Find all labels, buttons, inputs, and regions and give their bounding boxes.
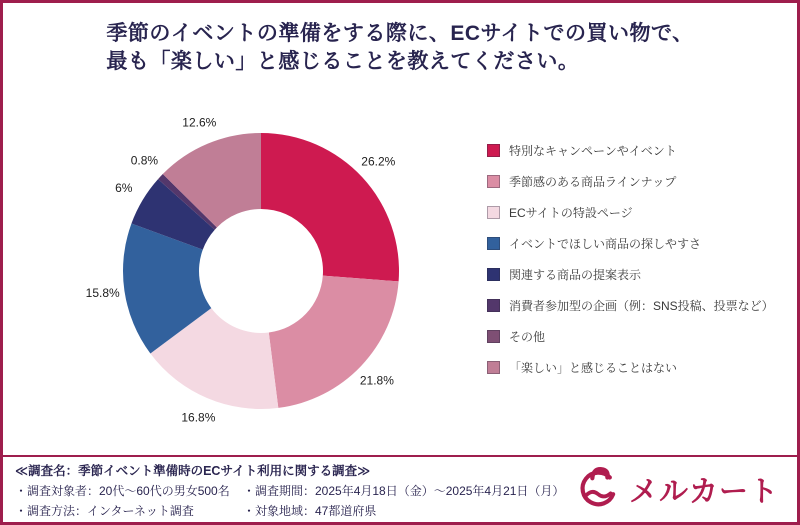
title-block: [3, 20, 797, 75]
footer-bar: [3, 455, 797, 522]
legend-item: [487, 360, 787, 374]
logo-text: メルカート: [628, 476, 779, 508]
legend-item: [487, 236, 787, 250]
legend-swatch: [487, 144, 500, 157]
survey-details: [15, 482, 564, 519]
title-line-1: 季節のイベントの準備をする際に、ECサイトでの買い物で、: [106, 22, 694, 45]
legend-swatch: [487, 175, 500, 188]
survey-respondents: ・調査対象者：20代～60代の男女500名: [15, 483, 230, 498]
legend-label: その他: [509, 329, 546, 344]
slice-percent-label: 15.8%: [85, 286, 120, 301]
legend-item: [487, 205, 787, 219]
title-line-2: 最も「楽しい」と感じることを教えてください。: [106, 49, 580, 73]
slice-percent-label: 21.8%: [359, 373, 394, 388]
legend-label: ECサイトの特設ページ: [509, 205, 633, 220]
legend-swatch: [487, 268, 500, 281]
legend-label: 季節感のある商品ラインナップ: [509, 174, 677, 189]
mercart-logo: [574, 465, 783, 515]
legend-swatch: [487, 361, 500, 374]
legend-label: イベントでほしい商品の探しやすさ: [509, 236, 702, 251]
survey-name: ≪調査名：季節イベント準備時のECサイト利用に関する調査≫: [15, 463, 371, 478]
legend-item: [487, 143, 787, 157]
survey-method: ・調査方法：インターネット調査: [15, 503, 194, 518]
legend-label: 消費者参加型の企画（例：SNS投稿、投票など）: [509, 298, 774, 313]
legend-label: 「楽しい」と感じることはない: [509, 360, 678, 375]
legend-item: [487, 329, 787, 343]
survey-region: ・対象地域：47都道府県: [243, 503, 377, 518]
legend-label: 特別なキャンペーンやイベント: [509, 143, 677, 158]
legend-item: [487, 174, 787, 188]
slice-percent-label: 12.6%: [182, 115, 217, 130]
donut-slice: [269, 276, 399, 408]
survey-info: [15, 461, 564, 519]
slice-percent-label: 0.8%: [130, 153, 159, 168]
mercart-bag-icon: [574, 465, 624, 515]
legend-swatch: [487, 330, 500, 343]
legend-swatch: [487, 237, 500, 250]
donut-chart: [61, 91, 461, 451]
legend-label: 関連する商品の提案表示: [509, 267, 642, 282]
legend-swatch: [487, 206, 500, 219]
page-title: [106, 20, 693, 75]
survey-period: ・調査期間：2025年4月18日（金）～2025年4月21日（月）: [243, 483, 565, 498]
slice-percent-label: 16.8%: [181, 410, 216, 425]
legend-swatch: [487, 299, 500, 312]
legend-item: [487, 298, 787, 312]
legend-item: [487, 267, 787, 281]
chart-legend: [487, 143, 787, 391]
slice-percent-label: 26.2%: [361, 154, 396, 169]
slice-percent-label: 6%: [115, 180, 133, 195]
